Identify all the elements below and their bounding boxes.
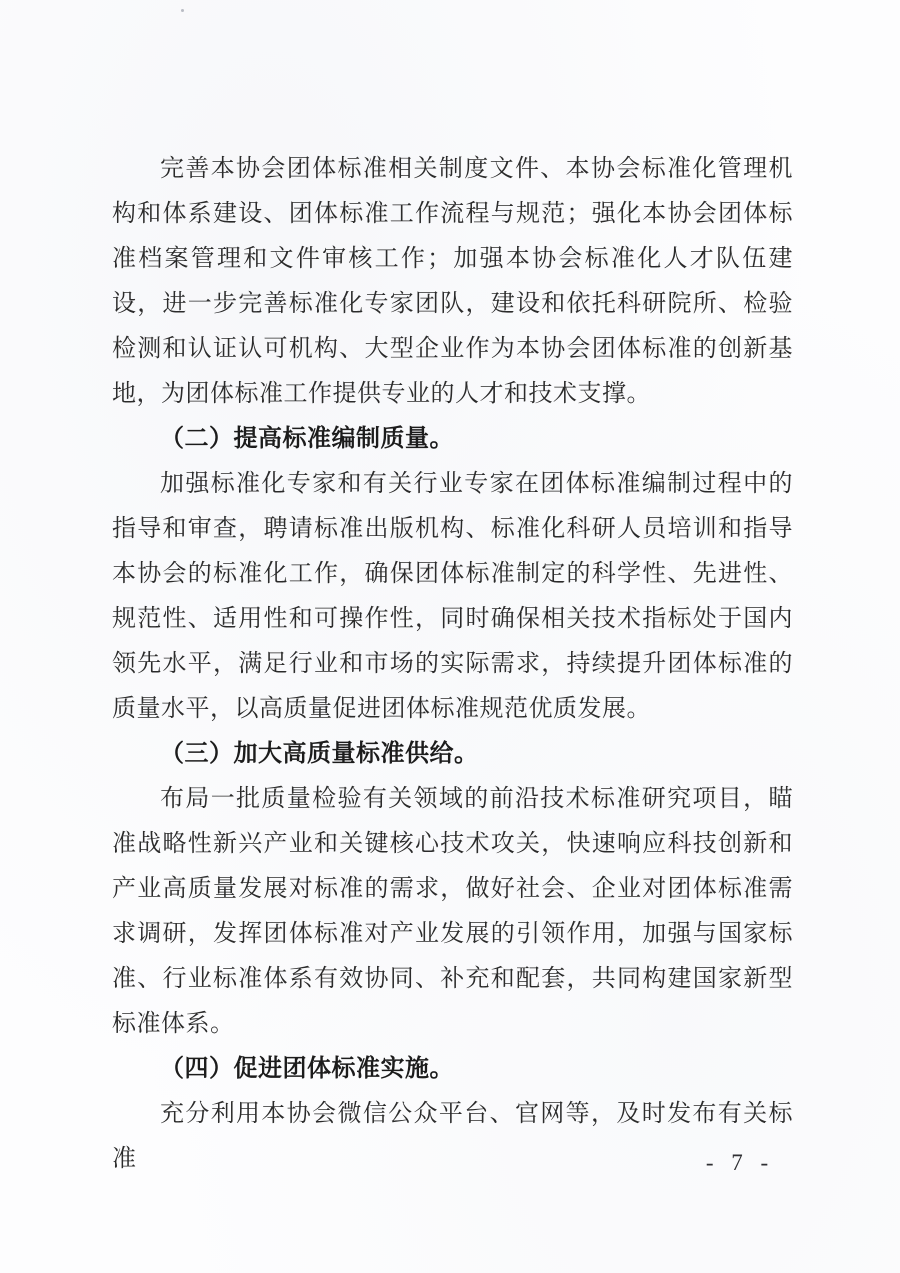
- paragraph-publicity-platforms: 充分利用本协会微信公众平台、官网等，及时发布有关标准: [112, 1101, 793, 1172]
- document-body: [112, 147, 793, 1182]
- section-heading-2-improve-standard-quality: （二）提高标准编制质量。: [160, 426, 454, 452]
- paragraph-expert-review: 加强标准化专家和有关行业专家在团体标准编制过程中的指导和审查，聘请标准出版机构、标准化科研人员培训和指导本协会的标准化工作，确保团体标准制定的科学性、先进性、规范性、适用性和可操作性，同时确保相关技术指标处于国内领先水平，满足行业和市场的实际需求，持续提升团体标准的质量水平，以高质量促进团体标准规范优质发展。: [112, 471, 793, 722]
- paragraph-institutional-building: 完善本协会团体标准相关制度文件、本协会标准化管理机构和体系建设、团体标准工作流程与规范；强化本协会团体标准档案管理和文件审核工作；加强本协会标准化人才队伍建设，进一步完善标准化专家团队，建设和依托科研院所、检验检测和认证认可机构、大型企业作为本协会团体标准的创新基地，为团体标准工作提供专业的人才和技术支撑。: [112, 156, 793, 407]
- section-heading-3-increase-standard-supply: （三）加大高质量标准供给。: [160, 741, 479, 767]
- page-number: - 7 -: [705, 1150, 775, 1175]
- section-heading-4-promote-implementation: （四）促进团体标准实施。: [160, 1056, 454, 1082]
- scan-artifact-speck: [181, 9, 184, 12]
- paragraph-frontier-research: 布局一批质量检验有关领域的前沿技术标准研究项目，瞄准战略性新兴产业和关键核心技术攻关，快速响应科技创新和产业高质量发展对标准的需求，做好社会、企业对团体标准需求调研，发挥团体标准对产业发展的引领作用，加强与国家标准、行业标准体系有效协同、补充和配套，共同构建国家新型标准体系。: [112, 786, 793, 1037]
